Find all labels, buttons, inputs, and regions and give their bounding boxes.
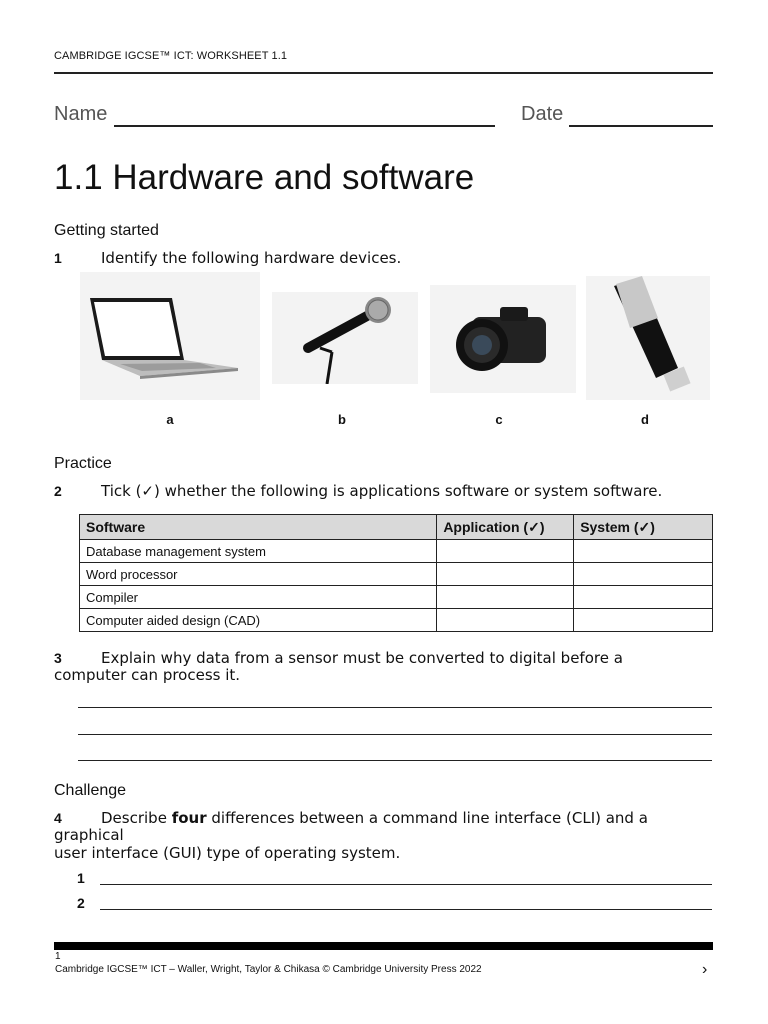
image-label-d: d	[641, 412, 649, 427]
header-application: Application (✓)	[437, 515, 574, 540]
application-tick-cell[interactable]	[437, 586, 574, 609]
system-tick-cell[interactable]	[574, 609, 713, 632]
answer-line[interactable]	[78, 760, 712, 761]
date-label: Date	[521, 103, 564, 125]
page-number: 1	[55, 951, 61, 962]
worksheet-header: CAMBRIDGE IGCSE™ ICT: WORKSHEET 1.1	[54, 50, 288, 62]
header-software: Software	[80, 515, 437, 540]
system-tick-cell[interactable]	[574, 540, 713, 563]
answer-item-number: 1	[77, 870, 85, 886]
chevron-right-icon: ›	[702, 961, 708, 978]
image-label-a: a	[166, 412, 174, 427]
name-label: Name	[54, 103, 108, 125]
date-field-line[interactable]	[569, 125, 713, 127]
question-1-text: Identify the following hardware devices.	[101, 249, 402, 267]
image-label-c: c	[495, 412, 503, 427]
table-row	[80, 586, 713, 609]
question-4-text-line3: user interface (GUI) type of operating system.	[54, 844, 401, 862]
header-system: System (✓)	[574, 515, 713, 540]
system-tick-cell[interactable]	[574, 586, 713, 609]
system-tick-cell[interactable]	[574, 563, 713, 586]
header-rule	[54, 72, 713, 74]
question-2-text: Tick (✓) whether the following is applications software or system software.	[101, 482, 663, 500]
question-4-post: differences between a command line interface (CLI) and a	[206, 809, 648, 827]
question-4-number: 4	[54, 810, 62, 826]
software-name: Compiler	[80, 586, 437, 609]
software-name: Word processor	[80, 563, 437, 586]
answer-line[interactable]	[78, 707, 712, 708]
image-label-b: b	[338, 412, 346, 427]
table-row	[80, 563, 713, 586]
answer-item-number: 2	[77, 895, 85, 911]
answer-line[interactable]	[100, 909, 712, 910]
section-challenge: Challenge	[54, 782, 127, 799]
question-4-text-line2: graphical	[54, 826, 124, 844]
application-tick-cell[interactable]	[437, 563, 574, 586]
question-3-number: 3	[54, 650, 62, 666]
footer-bar	[54, 942, 713, 950]
question-4-emphasis: four	[171, 809, 207, 827]
camera-image	[430, 285, 576, 393]
question-1-number: 1	[54, 250, 62, 266]
answer-line[interactable]	[78, 734, 712, 735]
question-3-text-line1: Explain why data from a sensor must be converted to digital before a	[101, 649, 623, 667]
table-row	[80, 609, 713, 632]
application-tick-cell[interactable]	[437, 609, 574, 632]
question-2-number: 2	[54, 483, 62, 499]
laptop-image	[80, 272, 260, 400]
usb-drive-image	[586, 276, 710, 400]
table-header-row	[80, 515, 713, 540]
question-3-text-line2: computer can process it.	[54, 666, 241, 684]
microphone-image	[272, 292, 418, 384]
section-getting-started: Getting started	[54, 222, 159, 239]
question-4-pre: Describe	[101, 809, 172, 827]
page-title: 1.1 Hardware and software	[54, 158, 475, 197]
software-name: Database management system	[80, 540, 437, 563]
name-field-line[interactable]	[114, 125, 495, 127]
table-row	[80, 540, 713, 563]
answer-line[interactable]	[100, 884, 712, 885]
application-tick-cell[interactable]	[437, 540, 574, 563]
question-4-text-line1	[101, 809, 648, 827]
section-practice: Practice	[54, 455, 112, 472]
software-name: Computer aided design (CAD)	[80, 609, 437, 632]
software-table	[79, 514, 713, 632]
footer-copyright: Cambridge IGCSE™ ICT – Waller, Wright, Taylor & Chikasa © Cambridge University Press 2022	[55, 964, 482, 975]
